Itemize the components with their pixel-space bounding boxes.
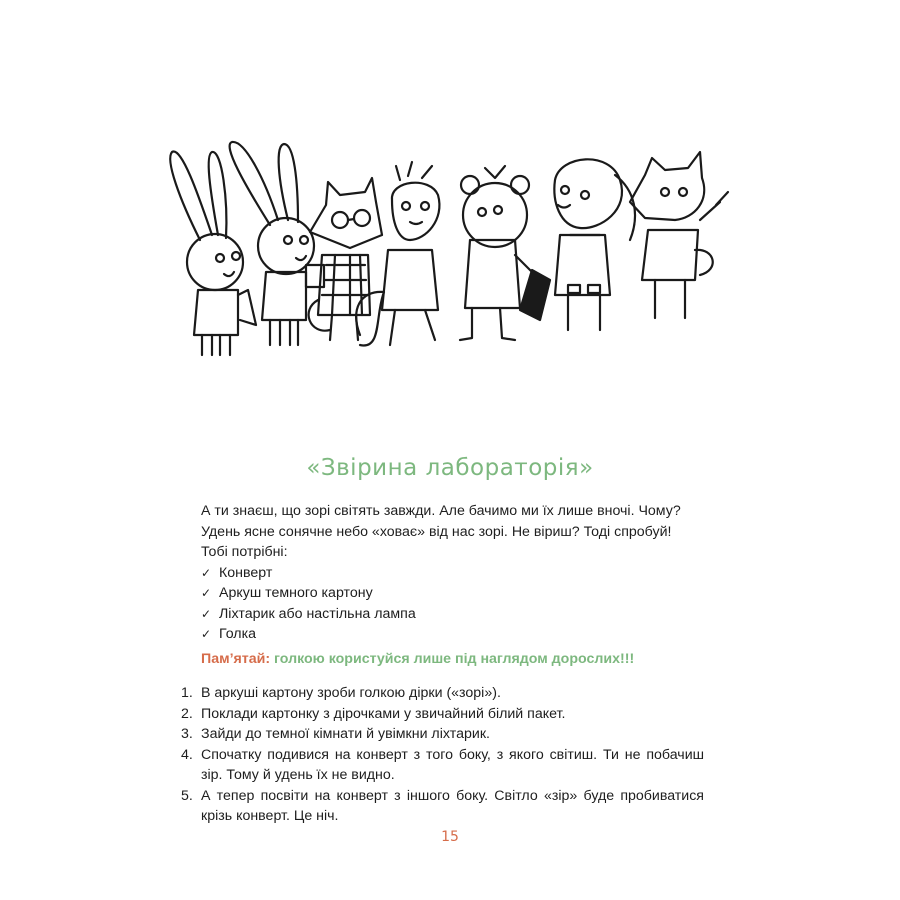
checklist-item: ✓ Голка [201,624,706,645]
checkmark-icon: ✓ [201,606,212,621]
checklist-item: ✓ Конверт [201,563,706,584]
step-item: 2. Поклади картонку з дірочками у звичайний білий пакет. [181,705,566,722]
checkmark-icon: ✓ [201,586,212,600]
bear-drawing [460,166,550,340]
step-item: 1. В аркуші картону зроби голкою дірки («зорі»). [181,685,501,701]
puppy-drawing [554,159,635,330]
intro-line-1: А ти знаєш, що зорі світять завжди. Але бачимо ми їх лише вночі. Чому? [201,503,681,519]
intro-line-2: Удень ясне сонячне небо «ховає» від нас зорі. Не віриш? Тоді спробуй! [201,523,672,540]
safety-reminder [201,651,634,667]
step-item: 4. Спочатку подивися на конверт з того боку, з якого світиш. Ти не побачиш зір. Тому й удень їх не видно. [181,746,704,783]
intro-line-3: Тобі потрібні: [201,544,288,560]
page-title: «Звірина лабораторія» [306,455,594,481]
raccoon-drawing [309,178,382,340]
step-item: 3. Зайди до темної кімнати й увімкни ліхтарик. [181,726,490,742]
step-item: 5. А тепер посвіти на конверт з іншого боку. Світло «зір» буде пробиватися крізь конверт. Це ніч. [181,787,704,824]
bunny-2-drawing [230,142,324,345]
reminder-label: Пам’ятай: [201,651,271,667]
intro-section [201,501,706,645]
checklist-item: ✓ Аркуш темного картону [201,583,706,604]
checkmark-icon: ✓ [201,565,212,580]
instruction-steps [181,683,704,827]
materials-checklist [201,563,706,645]
checkmark-icon: ✓ [201,627,212,641]
wolf-drawing [630,152,728,318]
page-number: 15 [441,829,459,845]
squirrel-drawing [356,162,439,345]
reminder-text: голкою користуйся лише під наглядом дорослих!!! [270,651,635,667]
bunny-1-drawing [170,152,256,355]
checklist-item: ✓ Ліхтарик або настільна лампа [201,604,706,625]
animal-characters-illustration [160,140,740,360]
